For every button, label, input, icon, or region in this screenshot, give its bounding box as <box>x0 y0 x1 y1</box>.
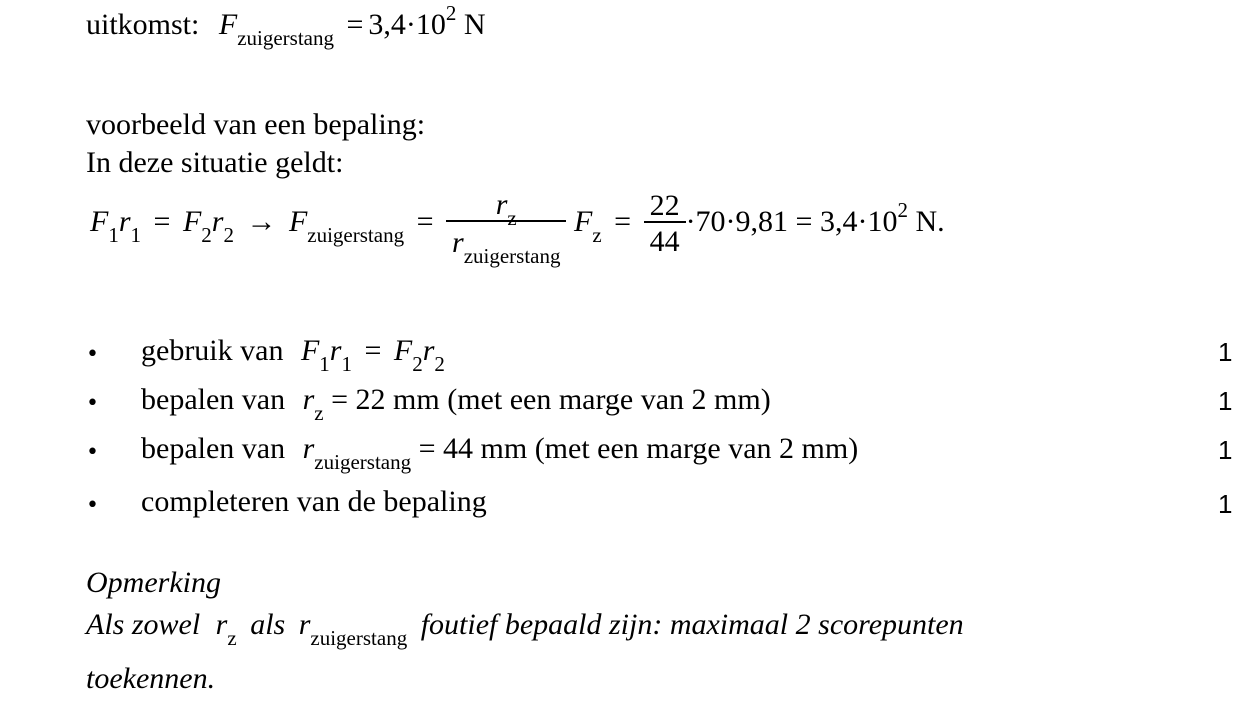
uitkomst-unit: N <box>463 8 486 41</box>
equals-sign: = <box>346 8 364 41</box>
radius-fraction: $\frac{r_z}{r_{zuigerstang}}$ <box>446 190 566 258</box>
uitkomst-exponent: 2 <box>445 1 457 25</box>
uitkomst-label: uitkomst: <box>86 8 200 41</box>
example-heading: voorbeeld van een bepaling: <box>86 108 426 141</box>
f1-symbol: F <box>90 204 109 238</box>
uitkomst-line <box>86 1 486 50</box>
score-2: 1 <box>1218 386 1233 416</box>
uitkomst-value: 3,4·10 <box>368 8 446 41</box>
f2-symbol: F <box>182 204 202 238</box>
force-symbol: F <box>218 8 238 41</box>
force-subscript: zuigerstang <box>237 26 334 50</box>
remark-line-2: toekennen. <box>86 662 216 695</box>
equation-result: ·70·9,81 = 3,4·10 <box>685 204 898 238</box>
bullet-icon: • <box>86 342 99 367</box>
arrow-symbol: → <box>246 204 277 238</box>
main-equation: $F_1r_1 = F_2r_2 \to F_{zuigerstang}$ = $\frac{r_z}{r_{zuigerstang}}$ $F_z$ = $\frac{22}{44}$ $\cdot 70\cdot 9,81 = 3,4\cdot 10^2$ N. <box>90 188 945 268</box>
r2-symbol: r <box>211 204 224 238</box>
bullet-icon: • <box>86 493 99 518</box>
equation-unit: N. <box>915 204 945 238</box>
criterion-2: bepalen van $r_z = 22$ mm (met een marge van 2 mm) <box>141 383 771 425</box>
criterion-1: gebruik van $F_1r_1 = F_2r_2$ <box>141 334 445 376</box>
criterion-3: bepalen van $r_{zuigerstang} = 44$ mm (met een marge van 2 mm) <box>141 432 859 474</box>
criterion-4: completeren van de bepaling <box>141 485 487 518</box>
score-1: 1 <box>1218 337 1233 367</box>
remark-line-1: Als zowel $r_z$ als $r_{zuigerstang}$ foutief bepaald zijn: maximaal 2 scorepunten <box>86 608 964 650</box>
bullet-icon: • <box>86 440 99 465</box>
r1-symbol: r <box>118 204 131 238</box>
remark-title: Opmerking <box>86 566 221 599</box>
bullet-icon: • <box>86 391 99 416</box>
score-4: 1 <box>1218 489 1233 519</box>
number-fraction: $\frac{22}{44}$ <box>644 191 686 257</box>
intro-text: In deze situatie geldt: <box>86 146 344 179</box>
score-3: 1 <box>1218 435 1233 465</box>
